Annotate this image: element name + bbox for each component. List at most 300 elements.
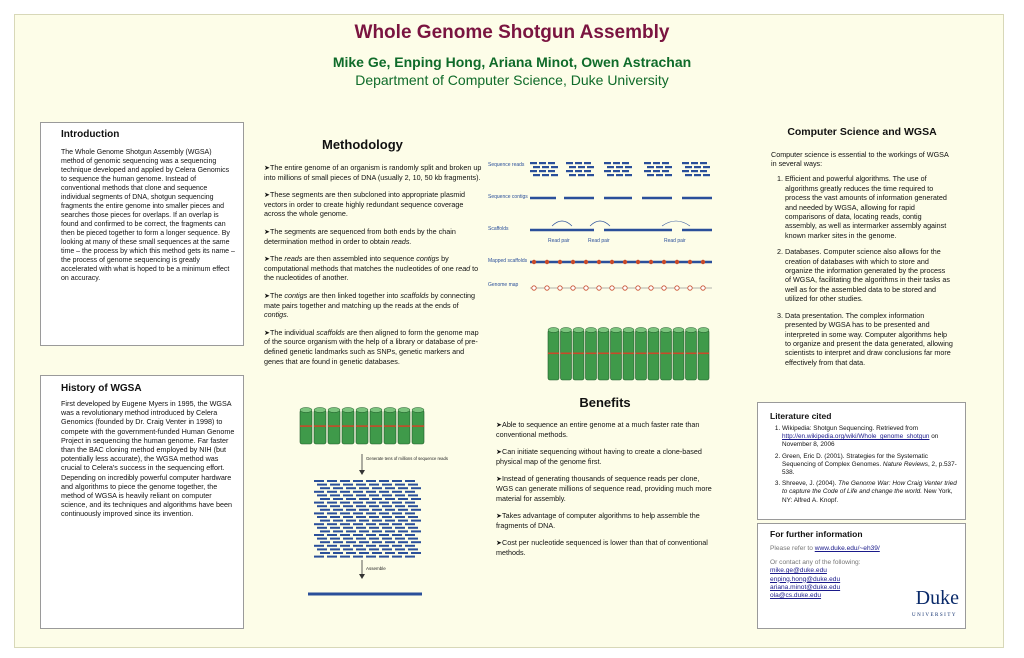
- clone-tube: [611, 330, 622, 380]
- shotgun-read-fragment: [411, 487, 421, 489]
- shotgun-read-fragment: [385, 530, 395, 532]
- clone-tube-cap: [698, 328, 709, 333]
- clone-tube-band: [661, 353, 672, 355]
- shotgun-read-fragment: [411, 552, 421, 554]
- shotgun-read-fragment: [343, 516, 353, 518]
- shotgun-read-fragment: [356, 484, 366, 486]
- shotgun-read-fragment: [366, 545, 376, 547]
- shotgun-read-fragment: [382, 494, 392, 496]
- history-panel: [40, 375, 244, 629]
- shotgun-read-fragment: [314, 512, 324, 514]
- clone-tube-band: [598, 353, 609, 355]
- clone-tube-cap: [598, 328, 609, 333]
- clone-tube-cap: [586, 328, 597, 333]
- shotgun-read-fragment: [372, 487, 382, 489]
- shotgun-read-fragment: [379, 545, 389, 547]
- shotgun-read-fragment: [408, 516, 418, 518]
- method-step-2: ➤These segments are then subcloned into appropriate plasmid vectors in order to create highly redundant sequence coverage across the whole genome.: [264, 190, 466, 219]
- genome-map-marker: [662, 286, 666, 290]
- website-link[interactable]: www.duke.edu/~eh39/: [814, 545, 880, 552]
- clone-tube: [370, 410, 382, 444]
- clone-tube-band: [573, 353, 584, 355]
- shotgun-read-fragment: [314, 523, 324, 525]
- shotgun-read-fragment: [317, 516, 327, 518]
- shotgun-read-fragment: [372, 530, 382, 532]
- shotgun-read-fragment: [330, 484, 340, 486]
- genome-map-marker: [584, 286, 588, 290]
- shotgun-read-fragment: [398, 552, 408, 554]
- literature-panel: [757, 402, 966, 520]
- sequence-read-fragment: [539, 170, 546, 172]
- shotgun-read-fragment: [346, 530, 356, 532]
- clone-tube: [384, 410, 396, 444]
- sequence-read-fragment: [542, 166, 549, 168]
- shotgun-read-fragment: [346, 509, 356, 511]
- cs-wgsa-panel: [763, 122, 961, 397]
- sequence-read-fragment: [700, 162, 707, 164]
- shotgun-read-fragment: [408, 527, 418, 529]
- shotgun-read-fragment: [395, 484, 405, 486]
- shotgun-read-fragment: [333, 530, 343, 532]
- clone-tube: [398, 410, 410, 444]
- shotgun-read-fragment: [320, 487, 330, 489]
- shotgun-read-fragment: [356, 538, 366, 540]
- shotgun-read-fragment: [343, 494, 353, 496]
- clone-tube-band: [611, 353, 622, 355]
- genome-map-marker: [597, 286, 601, 290]
- shotgun-read-fragment: [392, 523, 402, 525]
- sequence-read-fragment: [613, 170, 620, 172]
- shotgun-read-fragment: [372, 498, 382, 500]
- shotgun-read-fragment: [343, 505, 353, 507]
- shotgun-read-fragment: [356, 494, 366, 496]
- shotgun-read-fragment: [353, 480, 363, 482]
- shotgun-read-fragment: [330, 548, 340, 550]
- shotgun-read-fragment: [408, 494, 418, 496]
- sequence-read-fragment: [539, 162, 546, 164]
- sequence-read-fragment: [662, 162, 669, 164]
- shotgun-read-fragment: [379, 480, 389, 482]
- shotgun-read-fragment: [366, 502, 376, 504]
- sequence-read-fragment: [566, 162, 573, 164]
- email-link-3[interactable]: ariana.minot@duke.edu: [770, 583, 841, 591]
- shotgun-read-fragment: [408, 538, 418, 540]
- shotgun-read-fragment: [317, 484, 327, 486]
- genome-map-marker: [636, 286, 640, 290]
- clone-tube-band: [370, 425, 382, 427]
- shotgun-read-fragment: [392, 534, 402, 536]
- clone-tube-cap: [548, 328, 559, 333]
- benefits-heading: Benefits: [579, 395, 631, 410]
- sequence-read-fragment: [691, 162, 698, 164]
- shotgun-read-fragment: [327, 523, 337, 525]
- introduction-panel: [40, 122, 244, 346]
- shotgun-read-fragment: [411, 509, 421, 511]
- poster-authors: Mike Ge, Enping Hong, Ariana Minot, Owen Astrachan: [332, 54, 692, 70]
- shotgun-read-fragment: [359, 498, 369, 500]
- shotgun-read-fragment: [327, 534, 337, 536]
- sequence-read-fragment: [607, 174, 614, 176]
- shotgun-diagram: [296, 404, 448, 628]
- shotgun-read-fragment: [330, 494, 340, 496]
- clone-tube: [342, 410, 354, 444]
- shotgun-read-fragment: [366, 534, 376, 536]
- history-heading: History of WGSA: [61, 383, 142, 394]
- duke-logo-subtitle: UNIVERSITY: [912, 613, 957, 618]
- clone-tube-band: [561, 353, 572, 355]
- sequence-read-fragment: [694, 174, 701, 176]
- shotgun-read-fragment: [346, 498, 356, 500]
- shotgun-read-fragment: [333, 541, 343, 543]
- clone-tube-band: [398, 425, 410, 427]
- shotgun-read-fragment: [395, 548, 405, 550]
- shotgun-read-fragment: [382, 548, 392, 550]
- shotgun-read-fragment: [320, 509, 330, 511]
- shotgun-read-fragment: [314, 491, 324, 493]
- shotgun-read-fragment: [392, 556, 402, 558]
- shotgun-read-fragment: [385, 541, 395, 543]
- sequence-read-fragment: [575, 170, 582, 172]
- shotgun-read-fragment: [408, 484, 418, 486]
- cs-wgsa-item-3: 3. Data presentation. The complex information presented by WGSA has to be presented and interpreted in some way. Computer algorithms help to organize and present the data generated, allowing scientists to interpret and draw conclusions far more effectively from that data.: [785, 311, 953, 367]
- shotgun-read-fragment: [379, 512, 389, 514]
- marker-dot: [701, 260, 705, 264]
- marker-dot: [584, 260, 588, 264]
- shotgun-read-fragment: [366, 480, 376, 482]
- shotgun-read-fragment: [379, 534, 389, 536]
- reference-1: 1. Wikipedia: Shotgun Sequencing. Retrieved from http://en.wikipedia.org/wiki/Whole_genome_shotgun on November 8, 2006: [782, 425, 957, 450]
- sequence-read-fragment: [644, 170, 651, 172]
- generate-reads-label: Generate tens of millions of sequence reads: [366, 456, 448, 461]
- clone-tube-band: [342, 425, 354, 427]
- shotgun-read-fragment: [385, 520, 395, 522]
- shotgun-read-fragment: [366, 491, 376, 493]
- clone-tube-cap: [412, 408, 424, 413]
- shotgun-read-fragment: [369, 516, 379, 518]
- shotgun-read-fragment: [327, 491, 337, 493]
- clone-tube-cap: [328, 408, 340, 413]
- clone-tube-cap: [398, 408, 410, 413]
- shotgun-read-fragment: [392, 491, 402, 493]
- clone-tube-band: [328, 425, 340, 427]
- benefit-item-4: ➤Takes advantage of computer algorithms to help assemble the fragments of DNA.: [496, 511, 700, 530]
- sequence-read-fragment: [691, 170, 698, 172]
- clone-tube: [686, 330, 697, 380]
- shotgun-read-fragment: [372, 520, 382, 522]
- clone-tube: [300, 410, 312, 444]
- clone-tube-cap: [623, 328, 634, 333]
- methodology-heading: Methodology: [322, 137, 403, 152]
- shotgun-read-fragment: [369, 505, 379, 507]
- sequence-read-fragment: [682, 162, 689, 164]
- shotgun-read-fragment: [405, 502, 415, 504]
- shotgun-read-fragment: [346, 552, 356, 554]
- reference-2: 2. Green, Eric D. (2001). Strategies for the Systematic Sequencing of Complex Genomes. Nature Reviews, 2, p.537-538.: [782, 453, 957, 478]
- shotgun-read-fragment: [382, 527, 392, 529]
- benefit-item-1: ➤Able to sequence an entire genome at a much faster rate than conventional methods.: [496, 420, 700, 439]
- diagram-label-genome-map: Genome map: [488, 282, 519, 288]
- sequence-read-fragment: [578, 174, 585, 176]
- clone-tube: [648, 330, 659, 380]
- sequence-read-fragment: [584, 170, 591, 172]
- sequence-read-fragment: [656, 174, 663, 176]
- clone-tube-cap: [636, 328, 647, 333]
- clone-tube: [623, 330, 634, 380]
- shotgun-read-fragment: [392, 502, 402, 504]
- clone-tube-cap: [573, 328, 584, 333]
- shotgun-read-fragment: [320, 498, 330, 500]
- sequence-read-fragment: [551, 166, 558, 168]
- clone-tube: [561, 330, 572, 380]
- shotgun-read-fragment: [320, 530, 330, 532]
- benefit-item-3: ➤Instead of generating thousands of sequence reads per clone, WGS can generate millions of sequence read, providing much more material for assembly.: [496, 474, 712, 503]
- diagram-label-mapped: Mapped scaffolds: [488, 258, 528, 264]
- sequence-read-fragment: [548, 170, 555, 172]
- shotgun-read-fragment: [359, 520, 369, 522]
- sequence-read-fragment: [703, 174, 710, 176]
- clone-tube-cap: [648, 328, 659, 333]
- shotgun-read-fragment: [411, 541, 421, 543]
- clone-tube-cap: [611, 328, 622, 333]
- shotgun-read-fragment: [379, 502, 389, 504]
- clone-tube-band: [623, 353, 634, 355]
- shotgun-read-fragment: [317, 505, 327, 507]
- marker-dot: [532, 260, 536, 264]
- sequence-read-fragment: [703, 166, 710, 168]
- shotgun-read-fragment: [382, 516, 392, 518]
- shotgun-read-fragment: [327, 545, 337, 547]
- shotgun-read-fragment: [330, 527, 340, 529]
- genome-map-marker: [649, 286, 653, 290]
- shotgun-read-fragment: [405, 534, 415, 536]
- genome-map-marker: [701, 286, 705, 290]
- shotgun-read-fragment: [314, 502, 324, 504]
- shotgun-read-fragment: [372, 552, 382, 554]
- shotgun-read-fragment: [314, 534, 324, 536]
- shotgun-read-fragment: [369, 527, 379, 529]
- shotgun-read-fragment: [330, 516, 340, 518]
- genome-map-marker: [558, 286, 562, 290]
- clone-tube-cap: [686, 328, 697, 333]
- cs-wgsa-item-2: 2. Databases. Computer science also allows for the creation of databases with which to store and organize the information generated by the process of WGSA, facilitating the algorithms in their tasks as well as for the assembled data to be stored and utilized for other studies.: [785, 247, 953, 303]
- shotgun-read-fragment: [353, 545, 363, 547]
- shotgun-read-fragment: [405, 512, 415, 514]
- clone-library-illustration: [544, 320, 720, 390]
- clone-tube-band: [586, 353, 597, 355]
- read-pair-label-3: Read pair: [664, 238, 686, 244]
- sequence-read-fragment: [530, 170, 537, 172]
- marker-dot: [662, 260, 666, 264]
- clone-tube: [636, 330, 647, 380]
- read-pair-label-2: Read pair: [588, 238, 610, 244]
- marker-dot: [636, 260, 640, 264]
- diagram-label-reads: Sequence reads: [488, 162, 525, 168]
- shotgun-read-fragment: [340, 556, 350, 558]
- shotgun-read-fragment: [405, 523, 415, 525]
- shotgun-read-fragment: [346, 541, 356, 543]
- clone-tube-cap: [342, 408, 354, 413]
- shotgun-read-fragment: [411, 530, 421, 532]
- shotgun-read-fragment: [320, 520, 330, 522]
- shotgun-read-fragment: [398, 487, 408, 489]
- shotgun-read-fragment: [333, 509, 343, 511]
- shotgun-read-fragment: [372, 541, 382, 543]
- shotgun-read-fragment: [398, 520, 408, 522]
- method-step-5: ➤The contigs are then linked together into scaffolds by connecting mate pairs together and matching up the reads at the ends of contigs.: [264, 290, 476, 320]
- shotgun-read-fragment: [353, 512, 363, 514]
- shotgun-read-fragment: [366, 512, 376, 514]
- sequence-read-fragment: [625, 174, 632, 176]
- shotgun-read-fragment: [340, 523, 350, 525]
- literature-heading: Literature cited: [770, 411, 832, 421]
- shotgun-read-fragment: [353, 491, 363, 493]
- shotgun-read-fragment: [340, 534, 350, 536]
- shotgun-read-fragment: [333, 498, 343, 500]
- sequence-read-fragment: [548, 162, 555, 164]
- sequence-read-fragment: [647, 174, 654, 176]
- clone-tube: [586, 330, 597, 380]
- history-text: First developed by Eugene Myers in 1995, the WGSA was a revolutionary method introduced by Celera Genomics (founded by Dr. Craig Venter in 1998) to compete with the government-funded Human Genome Project in sequencing the human genome. Far faster than the BAC cloning method employed by NIH (but potentially less accurate), the WGSA method was crucial to Celera's success in the sequencing effort. Depending on incredibly powerful computer hardware and algorithms to piece the genome together, the method of WGSA is heavily reliant on computer science, and its techniques and algorithms have been continuously improved since its invention.: [61, 399, 235, 519]
- benefits-panel: [496, 395, 714, 566]
- duke-logo: Duke: [915, 587, 959, 609]
- shotgun-read-fragment: [340, 502, 350, 504]
- shotgun-read-fragment: [320, 541, 330, 543]
- shotgun-read-fragment: [340, 480, 350, 482]
- shotgun-read-fragment: [369, 548, 379, 550]
- shotgun-read-fragment: [395, 494, 405, 496]
- clone-tube: [356, 410, 368, 444]
- reference-1-link[interactable]: http://en.wikipedia.org/wiki/Whole_genome_shotgun: [782, 433, 930, 441]
- genome-map-marker: [610, 286, 614, 290]
- further-info-panel: [757, 523, 966, 629]
- clone-tube-cap: [673, 328, 684, 333]
- shotgun-read-fragment: [398, 509, 408, 511]
- sequence-read-fragment: [604, 170, 611, 172]
- clone-tube-band: [314, 425, 326, 427]
- shotgun-read-fragment: [356, 505, 366, 507]
- poster-title: Whole Genome Shotgun Assembly: [354, 22, 670, 43]
- shotgun-read-fragment: [392, 512, 402, 514]
- shotgun-read-fragment: [353, 523, 363, 525]
- sequence-read-fragment: [616, 174, 623, 176]
- sequence-read-fragment: [653, 170, 660, 172]
- shotgun-read-fragment: [346, 487, 356, 489]
- shotgun-read-fragment: [327, 502, 337, 504]
- sequence-read-fragment: [533, 166, 540, 168]
- benefit-item-2: ➤Can initiate sequencing without having to create a clone-based physical map of the genome first.: [496, 447, 702, 466]
- shotgun-read-fragment: [343, 527, 353, 529]
- shotgun-read-fragment: [317, 538, 327, 540]
- clone-tube-cap: [661, 328, 672, 333]
- sequence-read-fragment: [682, 170, 689, 172]
- assembly-diagram: [486, 158, 722, 298]
- email-link-1[interactable]: mike.ge@duke.edu: [770, 567, 827, 575]
- sequence-read-fragment: [587, 174, 594, 176]
- shotgun-read-fragment: [382, 505, 392, 507]
- email-link-4[interactable]: ola@cs.duke.edu: [770, 592, 822, 600]
- shotgun-read-fragment: [411, 498, 421, 500]
- marker-dot: [610, 260, 614, 264]
- introduction-text: The Whole Genome Shotgun Assembly (WGSA) method of genomic sequencing was a sequencing technique developed and applied by Celera Genomics to sequence the human genome. Instead of conventional methods that clone and sequence individual segments of DNA, shotgun sequencing fragments the entire genome into smaller pieces and searches those pieces for overlaps. If an overlap is found and confirmed to be correct, the fragments can then be pieced together to form a longer sequence. By looking at many of these small sequences at the same time – the process by which this method gets its name – the process of genome sequencing is greatly accelerated with what is hoped to be a minimum effect on accuracy.: [61, 149, 235, 282]
- shotgun-read-fragment: [327, 556, 337, 558]
- shotgun-read-fragment: [314, 480, 324, 482]
- sequence-read-fragment: [587, 166, 594, 168]
- clone-tube: [548, 330, 559, 380]
- shotgun-read-fragment: [356, 527, 366, 529]
- sequence-read-fragment: [566, 170, 573, 172]
- assemble-label: Assemble: [366, 566, 386, 571]
- sequence-read-fragment: [607, 166, 614, 168]
- shotgun-read-fragment: [398, 541, 408, 543]
- shotgun-read-fragment: [359, 541, 369, 543]
- shotgun-read-fragment: [327, 512, 337, 514]
- shotgun-read-fragment: [320, 552, 330, 554]
- clone-tube-band: [648, 353, 659, 355]
- shotgun-read-fragment: [333, 520, 343, 522]
- shotgun-read-fragment: [359, 487, 369, 489]
- shotgun-read-fragment: [385, 498, 395, 500]
- sequence-read-fragment: [616, 166, 623, 168]
- sequence-read-fragment: [551, 174, 558, 176]
- shotgun-read-fragment: [366, 523, 376, 525]
- contact-text: Or contact any of the following:: [770, 559, 861, 567]
- clone-tube-band: [686, 353, 697, 355]
- sequence-read-fragment: [584, 162, 591, 164]
- sequence-read-fragment: [569, 174, 576, 176]
- shotgun-read-fragment: [340, 491, 350, 493]
- sequence-read-fragment: [613, 162, 620, 164]
- sequence-read-fragment: [694, 166, 701, 168]
- shotgun-read-fragment: [395, 516, 405, 518]
- shotgun-read-fragment: [317, 548, 327, 550]
- marker-dot: [558, 260, 562, 264]
- shotgun-read-fragment: [379, 556, 389, 558]
- shotgun-read-fragment: [405, 480, 415, 482]
- method-step-3: ➤The segments are sequenced from both ends by the chain determination method in order to obtain reads.: [264, 226, 456, 246]
- shotgun-read-fragment: [392, 545, 402, 547]
- shotgun-read-fragment: [395, 527, 405, 529]
- shotgun-read-fragment: [385, 509, 395, 511]
- shotgun-read-fragment: [398, 530, 408, 532]
- sequence-read-fragment: [604, 162, 611, 164]
- sequence-read-fragment: [685, 174, 692, 176]
- shotgun-read-fragment: [372, 509, 382, 511]
- shotgun-read-fragment: [398, 498, 408, 500]
- shotgun-read-fragment: [395, 505, 405, 507]
- introduction-heading: Introduction: [61, 129, 120, 140]
- shotgun-read-fragment: [353, 556, 363, 558]
- shotgun-read-fragment: [353, 502, 363, 504]
- refer-text: Please refer to: [770, 545, 815, 552]
- shotgun-read-fragment: [379, 491, 389, 493]
- clone-tube-cap: [300, 408, 312, 413]
- shotgun-read-fragment: [340, 545, 350, 547]
- shotgun-read-fragment: [317, 494, 327, 496]
- sequence-read-fragment: [542, 174, 549, 176]
- shotgun-read-fragment: [330, 538, 340, 540]
- cs-wgsa-intro: Computer science is essential to the workings of WGSA in several ways:: [771, 150, 949, 169]
- clone-tube-band: [698, 353, 709, 355]
- email-link-2[interactable]: enping.hong@duke.edu: [770, 575, 841, 583]
- genome-map-marker: [532, 286, 536, 290]
- sequence-read-fragment: [665, 174, 672, 176]
- shotgun-read-fragment: [408, 505, 418, 507]
- shotgun-read-fragment: [379, 523, 389, 525]
- shotgun-read-fragment: [385, 552, 395, 554]
- sequence-read-fragment: [700, 170, 707, 172]
- method-step-1: ➤The entire genome of an organism is randomly split and broken up into millions of small pieces of DNA (usually 2, 10, 50 kb fragments).: [264, 163, 482, 182]
- shotgun-read-fragment: [356, 516, 366, 518]
